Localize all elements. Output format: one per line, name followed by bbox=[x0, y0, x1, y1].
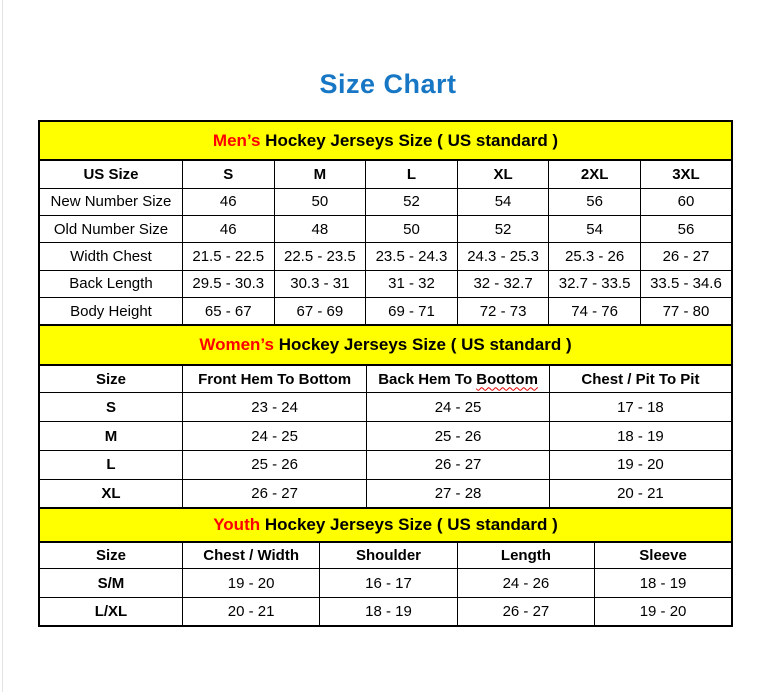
size-value: 26 - 27 bbox=[457, 597, 594, 626]
section-title-youth bbox=[39, 508, 732, 542]
size-value: 18 - 19 bbox=[595, 569, 732, 598]
size-value: 54 bbox=[549, 215, 641, 242]
column-header: L bbox=[366, 160, 458, 188]
size-value: 19 - 20 bbox=[182, 569, 319, 598]
size-value: 67 - 69 bbox=[274, 298, 366, 325]
misspelled-word: Boottom bbox=[476, 370, 538, 388]
row-label: L/XL bbox=[39, 597, 182, 626]
size-value: 65 - 67 bbox=[182, 298, 274, 325]
column-header: Chest / Width bbox=[182, 542, 319, 569]
size-value: 27 - 28 bbox=[367, 479, 550, 508]
size-value: 18 - 19 bbox=[549, 422, 732, 451]
size-value: 72 - 73 bbox=[457, 298, 549, 325]
size-value: 26 - 27 bbox=[182, 479, 366, 508]
row-label: M bbox=[39, 422, 182, 451]
row-label: New Number Size bbox=[39, 188, 182, 215]
size-value: 56 bbox=[549, 188, 641, 215]
row-label: Body Height bbox=[39, 298, 182, 325]
size-value: 23.5 - 24.3 bbox=[366, 243, 458, 270]
size-value: 56 bbox=[640, 215, 732, 242]
row-label: XL bbox=[39, 479, 182, 508]
section-title-rest: Hockey Jerseys Size ( US standard ) bbox=[273, 334, 572, 354]
column-header bbox=[367, 365, 550, 393]
column-header: 2XL bbox=[549, 160, 641, 188]
size-table-womens bbox=[38, 324, 733, 509]
column-header: US Size bbox=[39, 160, 182, 188]
section-title-womens bbox=[39, 325, 732, 365]
column-header: Chest / Pit To Pit bbox=[549, 365, 732, 393]
size-value: 74 - 76 bbox=[549, 298, 641, 325]
size-value: 60 bbox=[640, 188, 732, 215]
page-title: Size Chart bbox=[319, 69, 457, 99]
column-header: 3XL bbox=[640, 160, 732, 188]
size-value: 69 - 71 bbox=[366, 298, 458, 325]
size-value: 23 - 24 bbox=[182, 393, 366, 422]
size-value: 31 - 32 bbox=[366, 270, 458, 297]
size-value: 32 - 32.7 bbox=[457, 270, 549, 297]
size-value: 77 - 80 bbox=[640, 298, 732, 325]
size-value: 50 bbox=[274, 188, 366, 215]
row-label: Back Length bbox=[39, 270, 182, 297]
size-value: 26 - 27 bbox=[367, 450, 550, 479]
section-title-rest: Hockey Jerseys Size ( US standard ) bbox=[260, 130, 559, 150]
row-label: L bbox=[39, 450, 182, 479]
size-value: 20 - 21 bbox=[182, 597, 319, 626]
column-header: Size bbox=[39, 365, 182, 393]
row-label: S/M bbox=[39, 569, 182, 598]
size-value: 24 - 25 bbox=[182, 422, 366, 451]
size-table-mens bbox=[38, 120, 733, 326]
section-title-accent: Youth bbox=[213, 514, 261, 534]
column-header: Size bbox=[39, 542, 182, 569]
column-header: XL bbox=[457, 160, 549, 188]
size-table-youth bbox=[38, 507, 733, 627]
size-value: 33.5 - 34.6 bbox=[640, 270, 732, 297]
size-value: 52 bbox=[457, 215, 549, 242]
size-value: 24 - 25 bbox=[367, 393, 550, 422]
column-header: M bbox=[274, 160, 366, 188]
size-value: 54 bbox=[457, 188, 549, 215]
column-header: Length bbox=[457, 542, 594, 569]
row-label: S bbox=[39, 393, 182, 422]
column-header: Front Hem To Bottom bbox=[182, 365, 366, 393]
size-value: 21.5 - 22.5 bbox=[182, 243, 274, 270]
column-header: Shoulder bbox=[320, 542, 457, 569]
section-title-mens bbox=[39, 121, 732, 160]
size-value: 25.3 - 26 bbox=[549, 243, 641, 270]
size-value: 16 - 17 bbox=[320, 569, 457, 598]
size-value: 46 bbox=[182, 215, 274, 242]
size-value: 19 - 20 bbox=[549, 450, 732, 479]
column-header: Sleeve bbox=[595, 542, 732, 569]
size-value: 22.5 - 23.5 bbox=[274, 243, 366, 270]
size-value: 19 - 20 bbox=[595, 597, 732, 626]
size-value: 32.7 - 33.5 bbox=[549, 270, 641, 297]
size-value: 24 - 26 bbox=[457, 569, 594, 598]
page-edge-line bbox=[2, 0, 3, 692]
size-value: 50 bbox=[366, 215, 458, 242]
size-value: 52 bbox=[366, 188, 458, 215]
size-tables-container bbox=[38, 120, 733, 627]
row-label: Old Number Size bbox=[39, 215, 182, 242]
size-value: 25 - 26 bbox=[367, 422, 550, 451]
column-header-text: Back Hem To bbox=[378, 370, 477, 388]
section-title-rest: Hockey Jerseys Size ( US standard ) bbox=[260, 514, 558, 534]
size-value: 18 - 19 bbox=[320, 597, 457, 626]
size-value: 29.5 - 30.3 bbox=[182, 270, 274, 297]
size-value: 30.3 - 31 bbox=[274, 270, 366, 297]
section-title-accent: Men’s bbox=[212, 130, 261, 150]
size-value: 46 bbox=[182, 188, 274, 215]
size-value: 17 - 18 bbox=[549, 393, 732, 422]
size-value: 24.3 - 25.3 bbox=[457, 243, 549, 270]
column-header: S bbox=[182, 160, 274, 188]
size-value: 48 bbox=[274, 215, 366, 242]
section-title-accent: Women’s bbox=[199, 334, 274, 354]
row-label: Width Chest bbox=[39, 243, 182, 270]
size-value: 20 - 21 bbox=[549, 479, 732, 508]
size-value: 26 - 27 bbox=[640, 243, 732, 270]
size-value: 25 - 26 bbox=[182, 450, 366, 479]
